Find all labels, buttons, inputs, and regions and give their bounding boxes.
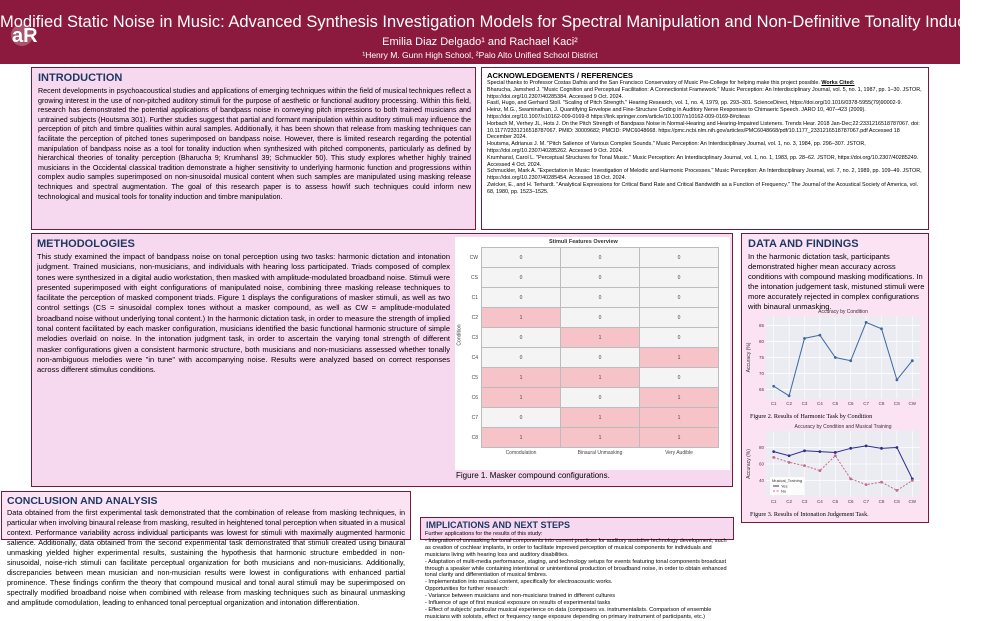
figure1-cell: 1 bbox=[482, 388, 561, 408]
introduction-title: INTRODUCTION bbox=[38, 72, 123, 84]
data-point bbox=[896, 446, 899, 449]
x-tick-label: CS bbox=[893, 401, 901, 406]
implications-list bbox=[425, 531, 730, 621]
figure1-row-label: C5 bbox=[471, 374, 478, 381]
harmonic-accuracy-chart bbox=[744, 306, 926, 411]
figure1-cell: 1 bbox=[640, 388, 719, 408]
implications-line: - Implementation into musical content, specifically for electroacoustic works. bbox=[425, 579, 613, 586]
legend-title: Musical_Training bbox=[772, 478, 803, 483]
figure1-title: Stimuli Features Overview bbox=[549, 239, 618, 245]
data-point bbox=[880, 447, 883, 450]
legend-label: Yes bbox=[781, 483, 788, 489]
methodologies-section bbox=[31, 233, 733, 487]
x-tick-label: CS bbox=[893, 499, 901, 504]
reference-item: Fastl, Hugo, and Gerhard Stoll. "Scaling of Pitch Strength." Hearing Research, vol. 1, no. 4, 1979, pp. 293–301. ScienceDirect, https://doi.org/10.1016/0378-5955(79)90002-9. bbox=[487, 100, 902, 107]
x-tick-label: CW bbox=[908, 401, 917, 406]
figure1-row-label: C3 bbox=[471, 334, 478, 341]
y-tick-label: 85 bbox=[758, 323, 764, 329]
figure1-row bbox=[465, 388, 719, 408]
figure1-cell: 0 bbox=[640, 328, 719, 348]
data-point bbox=[865, 444, 868, 447]
x-tick-label: C8 bbox=[878, 401, 885, 406]
figure1-row-label: C4 bbox=[471, 354, 478, 361]
intonation-accuracy-chart bbox=[744, 422, 926, 508]
data-point bbox=[788, 461, 791, 464]
data-point bbox=[772, 456, 775, 459]
data-point bbox=[834, 356, 837, 359]
figure1-column-label: Comodulation bbox=[505, 450, 537, 456]
data-point bbox=[849, 447, 852, 450]
references-section bbox=[481, 67, 929, 230]
figure1-cell: 0 bbox=[561, 248, 640, 268]
x-tick-label: C5 bbox=[832, 499, 839, 504]
x-tick-label: C4 bbox=[817, 499, 823, 504]
data-point bbox=[865, 483, 868, 486]
figure1-row-label: CW bbox=[469, 254, 478, 261]
figure1-ylabel: Condition bbox=[456, 324, 463, 346]
data-findings-title: DATA AND FINDINGS bbox=[748, 238, 859, 250]
y-tick-label: 80 bbox=[758, 445, 764, 450]
data-point bbox=[819, 469, 822, 472]
figure3-caption: Figure 3. Results of Intonation Judgement Task. bbox=[750, 511, 869, 518]
figure1-cell: 1 bbox=[561, 428, 640, 448]
figure1-cell: 1 bbox=[561, 368, 640, 388]
x-tick-label: C2 bbox=[786, 499, 792, 504]
y-tick-label: 75 bbox=[758, 355, 764, 360]
figure1-row bbox=[465, 328, 719, 348]
figure1-cell: 1 bbox=[640, 428, 719, 448]
figure1-cell: 0 bbox=[561, 288, 640, 308]
figure1-row bbox=[465, 248, 719, 268]
data-point bbox=[896, 378, 899, 381]
methodologies-text: This study examined the impact of bandpass noise on tonal perception using two tasks: harmonic dictation and intonation judgment. Trained musicians, non-musicians, and individuals with hearing loss participated. Triads composed of complex tones were synthesized in a digital audio workstation, then masked with amplitude-modulated broadband noise. Stimuli were presented superimposed with eight configurations of manipulated noise, combining three masking release techniques to facilitate the perception of masked component triads. Figure 1 displays the configurations of masker stimuli, as well as two control settings (CS = sinusoidal complex tones without a masker compound, as well as CW = amplitude-modulated broadband noise without underlying tonal content.) In the harmonic dictation task, in order to measure the strength of implied tonal content facilitated by each masker configuration, musicians identified the basic functional harmonic structure of simple melodies overlaid on noise. In the intonation judgment task, in order to ascertain the varying tonal strength of different masker configurations given a consistent harmonic structure, both musicians and non-musicians assessed whether tonally non-ambiguous melodies were "in tune" with accompanying noise. Results were analyzed based on correct responses across different stimulus conditions. bbox=[37, 252, 450, 375]
data-point bbox=[834, 454, 837, 457]
implications-line: - Variance between musicians and non-musicians trained in different cultures bbox=[425, 593, 616, 600]
implications-line: - Effect of subjects' particular musical experience on data (composers vs. instrumentalists. Comparison of ensemble musicians with soloists, effect or frequency range exposure depending on primary instrument of participants, etc.) bbox=[425, 606, 712, 620]
data-point bbox=[880, 327, 883, 330]
data-point bbox=[834, 451, 837, 454]
data-point bbox=[896, 489, 899, 492]
data-findings-text: In the harmonic dictation task, participants demonstrated higher mean accuracy across conditions with compound masking modifications. In the intonation judgement task, mistuned stimuli were more accurately rejected in complex configurations with binaural unmasking. bbox=[748, 252, 925, 311]
x-tick-label: C5 bbox=[832, 401, 839, 406]
figure1-row bbox=[465, 268, 719, 288]
reference-item: Bharucha, Jamshed J. "Music Cognition and Perceptual Facilitation: A Connectionist Framework." Music Perception: An Interdisciplinary Journal, vol. 5, no. 1, 1987, pp. 1–30. JSTOR, https://doi.org/10.2307/40285384. Accessed 9 Oct. 2024. bbox=[487, 86, 922, 100]
y-axis-label: Accuracy (%) bbox=[746, 449, 752, 479]
figure1-row bbox=[465, 408, 719, 428]
data-point bbox=[819, 450, 822, 453]
data-point bbox=[911, 479, 914, 482]
figure1-cell: 1 bbox=[482, 368, 561, 388]
implications-line: - Adaptation of multi-media performance, staging, and technology setups for events featuring tonal components broadcast through a speaker while containing intentional or unintentional production of broadband noise, in order to obtain enhanced tonal clarity and differentiation of musical timbres. bbox=[425, 558, 727, 579]
figure1-row-label: CS bbox=[471, 274, 478, 281]
reference-item: Houtsma, Adrianus J. M. "Pitch Salience of Various Complex Sounds." Music Perception: An Interdisciplinary Journal, vol. 1, no. 3, 1984, pp. 296–307. JSTOR, https://doi.org/10.2307/40285262. Accessed 9 Oct. 2024. bbox=[487, 141, 866, 154]
svg-text:aR: aR bbox=[12, 25, 38, 47]
data-point bbox=[803, 337, 806, 340]
figure1-row-label: C7 bbox=[471, 414, 478, 421]
figure1-row bbox=[465, 348, 719, 368]
figure1-cell: 1 bbox=[640, 408, 719, 428]
reference-item: Krumhansl, Carol L. "Perceptual Structures for Tonal Music." Music Perception: An Interdisciplinary Journal, vol. 1, no. 1, 1983, pp. 28–62. JSTOR, https://doi.org/10.2307/40285249. Accessed 4 Oct. 2024. bbox=[487, 154, 919, 168]
figure1-cell: 0 bbox=[482, 348, 561, 368]
poster-authors: Emilia Diaz Delgado¹ and Rachael Kaci² bbox=[382, 36, 578, 48]
figure1-table bbox=[465, 247, 719, 457]
figure1-cell: 1 bbox=[640, 348, 719, 368]
figure1-cell: 0 bbox=[482, 288, 561, 308]
data-point bbox=[788, 394, 791, 397]
chart-title: Accuracy by Condition and Musical Training bbox=[794, 424, 892, 430]
figure1-cell: 0 bbox=[561, 268, 640, 288]
data-point bbox=[788, 454, 791, 457]
data-point bbox=[880, 481, 883, 484]
figure1-column-label: Very Audible bbox=[665, 450, 693, 456]
poster-affiliations: ¹Henry M. Gunn High School, ²Palo Alto Unified School District bbox=[362, 50, 598, 60]
figure1-cell: 0 bbox=[561, 348, 640, 368]
references-body bbox=[487, 80, 925, 196]
data-point bbox=[819, 334, 822, 337]
y-tick-label: 80 bbox=[758, 339, 764, 345]
y-tick-label: 40 bbox=[758, 478, 764, 483]
implications-line: - Integration of unmasking for tonal components into current practices for auditory assistive technology development, such as creation of cochlear implants, in order to facilitate improved perception of musical components for individuals and musicians living with hearing loss and auditory disabilities. bbox=[425, 537, 727, 558]
reference-item: Horbach M, Verhey JL, Hots J. On the Pitch Strength of Bandpass Noise in Normal-Hearing and Hearing-Impaired Listeners. Trends Hear. 2018 Jan-Dec;22:2331216518787067. doi: 10.1177/2331216518787067. PMID: 30009682; PMCID: PMC6048668. https://pmc.ncbi.nlm.nih.gov/articles/PMC6048668/pdf/10.1177_2331216518787067.pdf Accessed 18 December 2024. bbox=[487, 120, 920, 141]
data-point bbox=[865, 321, 868, 324]
data-point bbox=[849, 477, 852, 480]
chart-title: Accuracy by Condition bbox=[818, 309, 868, 315]
y-tick-label: 65 bbox=[758, 386, 764, 392]
references-title: ACKNOWLEDGEMENTS / REFERENCES bbox=[487, 71, 633, 80]
conclusion-section bbox=[1, 491, 411, 607]
figure1-cell: 0 bbox=[640, 248, 719, 268]
figure1-row bbox=[465, 308, 719, 328]
figure1-cell: 0 bbox=[482, 408, 561, 428]
implications-line: - Influence of age of first musical exposure on results of experimental tasks bbox=[425, 600, 611, 607]
conclusion-text: Data obtained from the first experimental task demonstrated that the combination of release from masking techniques, in particular when involving binaural release from masking, resulted in heightened tonal perception when situated in a musical context. Performance variability across individual participants was lowest for stimuli with maximally augmented harmonic salience. Additionally, data obtained from the second experimental task demonstrated that stimuli created using binaural unmasking yielded higher experimental results, sustaining the hypothesis that harmonic structure embedded in non-sinusoidal, noise-rich stimuli can facilitate perceptual organization for both musicians and non-musicians. Additionally, discrepancies between mean musician and non-musician results were lowest in configurations with enhanced partial prominence. These findings confirm the theory that compound musical and tonal aural stimuli may be superimposed on spectrally modified broadband noise when combined with release from masking techniques such as binaural unmasking and amplitude comodulation, leading to enhanced tonal perceptual organization and intonation differentiation. bbox=[7, 508, 405, 607]
figure1-cell: 1 bbox=[561, 408, 640, 428]
figure1-cell: 1 bbox=[482, 308, 561, 328]
reference-list bbox=[487, 87, 925, 196]
figure1-cell: 0 bbox=[640, 288, 719, 308]
figure1-cell: 0 bbox=[482, 328, 561, 348]
figure1-caption: Figure 1. Masker compound configurations. bbox=[456, 471, 610, 480]
x-tick-label: C2 bbox=[786, 401, 792, 406]
implications-line: Opportunities for further research: bbox=[425, 586, 509, 593]
figure1-cell: 0 bbox=[482, 248, 561, 268]
data-point bbox=[803, 449, 806, 452]
x-tick-label: C1 bbox=[770, 499, 777, 504]
figure1-cell: 1 bbox=[482, 428, 561, 448]
data-findings-section bbox=[741, 233, 929, 523]
figure1-row-label: C6 bbox=[471, 394, 478, 401]
figure1 bbox=[455, 237, 730, 470]
x-tick-label: C6 bbox=[847, 401, 854, 406]
reference-item: Zwicker, E., and H. Terhardt. "Analytical Expressions for Critical Band Rate and Critical Bandwidth as a Function of Frequency." The Journal of the Acoustical Society of America, vol. 68, 1980, pp. 1523–1525. bbox=[487, 181, 919, 195]
figure1-row bbox=[465, 428, 719, 448]
data-point bbox=[911, 359, 914, 362]
acknowledgement-text: Special thanks to Professor Costas Dafnis and the San Francisco Conservatory of Music Pre-College for helping make this project possible. bbox=[487, 80, 820, 86]
figure2-caption: Figure 2. Results of Harmonic Task by Condition bbox=[750, 413, 873, 420]
x-tick-label: C3 bbox=[801, 499, 808, 504]
figure1-row bbox=[465, 288, 719, 308]
figure1-row-label: C1 bbox=[471, 294, 478, 301]
introduction-text: Recent developments in psychoacoustical studies and applications of emerging techniques within the field of musical techniques reflect a growing interest in the use of non-pitched auditory stimuli for the purpose of aesthetic or functional auditory processing. Within this field, research has demonstrated the potential applications of bandpass noise in conveying pitch impressions to both trained musicians and untrained subjects (Houtsma 301). Further studies suggest that partial and formant manipulation within auditory stimuli may influence the perception of pitch and timbre qualities within aural samples. Additionally, it has been shown that release from masking techniques can facilitate the perception of pitched tones superimposed on bandpass noise. However, there is limited research regarding the potential manipulation of bandpass noise as a tool for tonality induction when synthesized with pitched components, particularly as defined by hierarchical theories of tonality perception (Bharucha 9; Krumhansl 39; Schmuckler 50). This study explores whether highly trained musicians in the Occidental classical tradition demonstrate a higher sensitivity to underlying harmonic function and progressions within complex audio samples superimposed on non-sinusoidal musical content when such samples are manipulated using masking release techniques and spectral augmentation. The goal of this research paper is to assess how/if such techniques could inform new technological and musical tools for tonality induction and timbre manipulation. bbox=[38, 87, 471, 201]
data-point bbox=[772, 450, 775, 453]
works-cited-label: Works Cited: bbox=[821, 80, 855, 86]
figure1-cell: 0 bbox=[640, 308, 719, 328]
figure1-row-label: C8 bbox=[471, 434, 478, 441]
methodologies-title: METHODOLOGIES bbox=[37, 238, 135, 250]
reference-item: Schmuckler, Mark A. "Expectation in Music: Investigation of Melodic and Harmonic Processes." Music Perception: An Interdisciplinary Journal, vol. 7, no. 2, 1989, pp. 109–49. JSTOR, https://doi.org/10.2307/40285454. Accessed 18 Oct. 2024. bbox=[487, 168, 922, 182]
poster-title: Modified Static Noise in Music: Advanced Synthesis Investigation Models for Spectral Manipulation and Non-Definitive Tonality Induction bbox=[0, 13, 992, 31]
implications-line: Further applications for the results of this study: bbox=[425, 531, 543, 537]
figure1-cell: 0 bbox=[561, 308, 640, 328]
figure1-cell: 0 bbox=[640, 368, 719, 388]
x-tick-label: C6 bbox=[847, 499, 854, 504]
x-tick-label: C3 bbox=[801, 401, 808, 406]
x-tick-label: C7 bbox=[863, 401, 869, 406]
x-tick-label: C4 bbox=[817, 401, 823, 406]
x-tick-label: CW bbox=[908, 499, 917, 504]
x-tick-label: C7 bbox=[863, 499, 869, 504]
implications-title: IMPLICATIONS AND NEXT STEPS bbox=[426, 520, 571, 530]
data-point bbox=[803, 464, 806, 467]
y-axis-label: Accuracy (%) bbox=[746, 342, 752, 373]
y-tick-label: 70 bbox=[758, 370, 764, 376]
implications-section bbox=[420, 517, 734, 620]
x-tick-label: C8 bbox=[878, 499, 885, 504]
figure1-column-label: Binaural Unmasking bbox=[577, 450, 623, 456]
figure1-cell: 0 bbox=[482, 268, 561, 288]
figure1-cell: 0 bbox=[561, 388, 640, 408]
figure1-row bbox=[465, 368, 719, 388]
data-point bbox=[849, 359, 852, 362]
conclusion-title: CONCLUSION AND ANALYSIS bbox=[7, 495, 158, 507]
figure1-cell: 1 bbox=[561, 328, 640, 348]
legend-label: No bbox=[781, 488, 787, 494]
reference-item: Heinz, M.G., Swaminathan, J. Quantifying Envelope and Fine-Structure Coding in Auditory Nerve Responses to Chimaeric Speech. JARO 10, 407–423 (2009). https://doi.org/10.1007/s10162-009-0169-8 https://link.springer.com/article/10.1007/s10162-009-0169-8#citeas bbox=[487, 107, 866, 120]
figure1-row-label: C2 bbox=[471, 314, 478, 321]
figure1-cell: 0 bbox=[640, 268, 719, 288]
data-point bbox=[772, 385, 775, 388]
y-tick-label: 60 bbox=[758, 461, 764, 467]
introduction-section bbox=[31, 67, 476, 230]
x-tick-label: C1 bbox=[770, 401, 777, 406]
